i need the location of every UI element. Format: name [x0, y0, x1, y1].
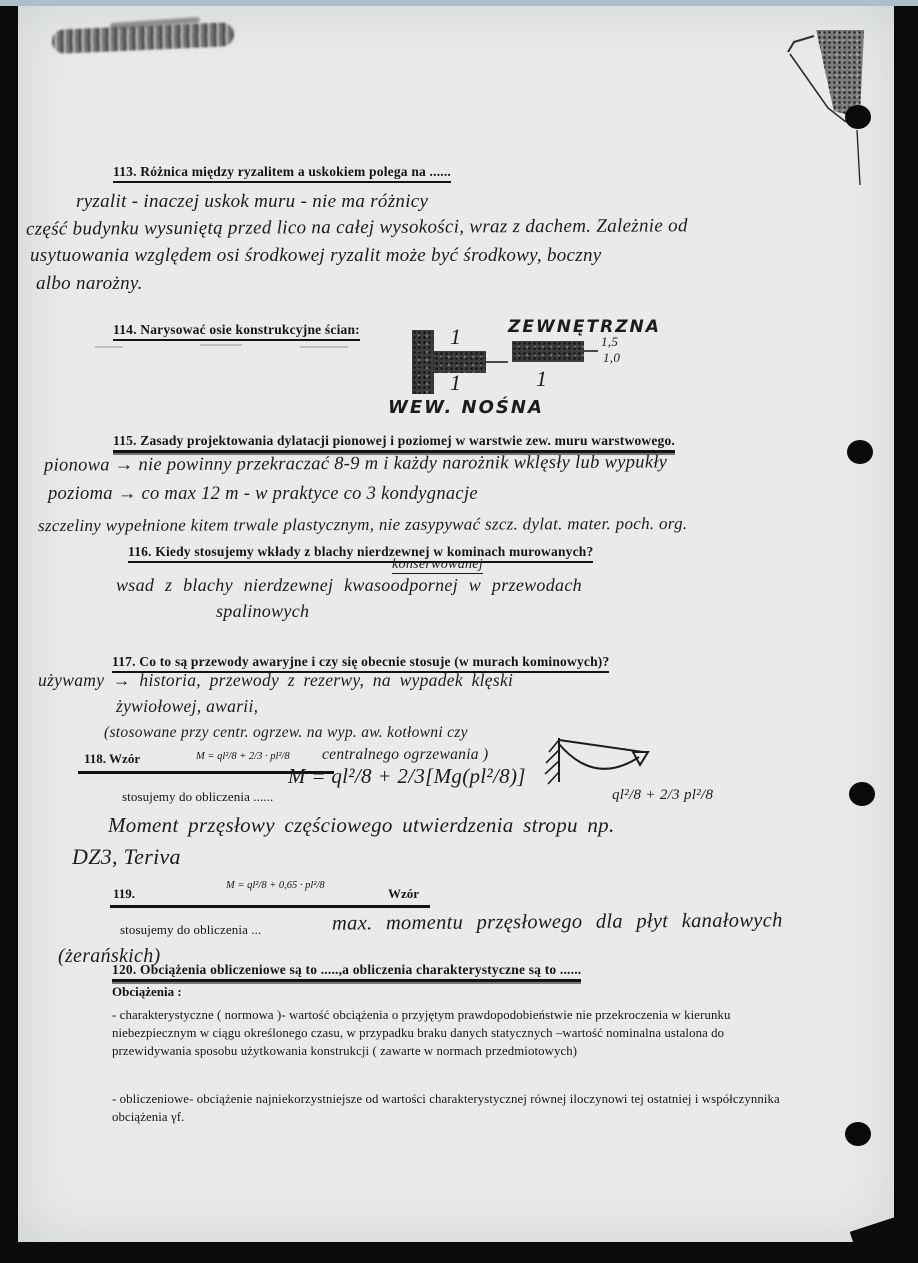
question-118-number: 118. Wzór	[84, 751, 141, 766]
wall-axis-line	[486, 361, 508, 363]
hole-punch-3	[845, 1122, 871, 1146]
loads-para2-line1: - obliczeniowe- obciążenie najniekorzystniejsze od wartości charakterystycznej równej iloczynowi tej ostatniej i współczynnika	[112, 1092, 780, 1106]
answer-117-line2: żywiołowej, awarii,	[116, 696, 259, 716]
hole-punch-2	[849, 782, 875, 806]
question-119-wzor-label: Wzór	[388, 886, 420, 901]
hole-punch-1	[847, 440, 873, 464]
scan-border-bottom	[0, 1242, 918, 1263]
answer-113-line2: część budynku wysuniętą przed lico na całej wysokości, wraz z dachem. Zależnie od	[25, 215, 688, 240]
question-118-typed-formula: M = ql²/8 + 2/3 · pl²/8	[196, 751, 290, 762]
scan-border-left	[0, 0, 18, 1263]
external-dim-line	[584, 350, 598, 352]
answer-115-line3: szczeliny wypełnione kitem trwale plastycznym, nie zasypywać szcz. dylat. mater. poch. org.	[37, 513, 688, 536]
loads-para1-line2: niebezpiecznym w ciągu określonego czasu, w przypadku braku danych statycznych –wartość nominalna ustalona do	[112, 1026, 725, 1040]
question-113-heading: 113. Różnica między ryzalitem a uskokiem polega na ......	[113, 164, 451, 183]
answer-117-line1: używamy → historia, przewody z rezerwy, na wypadek klęski	[38, 670, 514, 690]
answer-113-line4: albo narożny.	[36, 273, 143, 294]
label-internal-wall: WEW. NOŚNA	[388, 397, 544, 418]
label-external-wall: ZEWNĘTRZNA	[508, 317, 661, 337]
answer-116-line2: spalinowych	[216, 601, 310, 621]
answer-117-line4: centralnego ogrzewania )	[322, 746, 489, 763]
answer-113-line1: ryzalit - inaczej uskok muru - nie ma różnicy	[76, 191, 429, 212]
question-119-number: 119.	[113, 886, 136, 901]
answer-115-line2: pozioma → co max 12 m - w praktyce co 3 kondygnacje	[48, 484, 478, 504]
pencil-dash-2	[200, 344, 242, 346]
question-117-heading: 117. Co to są przewody awaryjne i czy się obecnie stosuje (w murach kominowych)?	[112, 654, 609, 673]
question-118-apply-label: stosujemy do obliczenia ......	[122, 789, 274, 804]
question-119-apply-label: stosujemy do obliczenia ...	[120, 922, 262, 937]
loads-para2-line2: obciążenia γf.	[112, 1110, 185, 1124]
answer-116-insert: konserwowanej	[392, 557, 484, 572]
pencil-dash-1	[95, 346, 123, 348]
answer-115-line1: pionowa → nie powinny przekraczać 8-9 m i każdy narożnik wklęsły lub wypukły	[43, 452, 668, 476]
wall-diagram-internal-vertical	[412, 330, 434, 394]
scan-border-right	[894, 0, 918, 1263]
answer-117-line3: (stosowane przy centr. ogrzew. na wyp. aw. kotłowni czy	[104, 724, 468, 741]
question-116-heading: 116. Kiedy stosujemy wkłady z blachy nierdzewnej w kominach murowanych?	[128, 544, 593, 563]
question-120-heading: 120. Obciążenia obliczeniowe są to .....,a obliczenia charakterystyczne są to ......	[112, 962, 581, 982]
answer-118-line2: DZ3, Teriva	[72, 844, 181, 869]
hole-punch-corner	[845, 105, 871, 129]
axis-tick-external: 1	[536, 366, 548, 391]
moment-diagram-sketch	[543, 730, 663, 792]
axis-tick-top: 1	[450, 324, 462, 349]
scan-edge-strip	[0, 0, 918, 6]
question-114-heading: 114. Narysować osie konstrukcyjne ścian:	[113, 322, 360, 341]
ratio-bottom: 1,0	[603, 350, 621, 365]
question-119-underline	[110, 905, 430, 908]
answer-116-line1: wsad z blachy nierdzewnej kwasoodpornej w przewodach	[116, 575, 582, 595]
sketch-formula: ql²/8 + 2/3 pl²/8	[612, 787, 714, 803]
loads-para1-line1: - charakterystyczne ( normowa )- wartość obciążenia o przyjętym prawdopodobieństwie nie przekroczenia w kierunku	[112, 1008, 731, 1022]
loads-para1-line3: przewidywania sposobu użytkowania konstrukcji ( zawarte w normach przedmiotowych)	[112, 1044, 578, 1058]
axis-tick-bottom: 1	[450, 370, 462, 395]
question-115-heading: 115. Zasady projektowania dylatacji pionowej i poziomej w warstwie zew. muru warstwowego.	[113, 433, 675, 453]
question-119-typed-formula: M = ql²/8 + 0,65 · pl²/8	[226, 880, 325, 891]
answer-113-line3: usytuowania względem osi środkowej ryzalit może być środkowy, boczny	[30, 245, 602, 266]
pencil-dash-3	[300, 346, 348, 348]
answer-119-line1: max. momentu przęsłowego dla płyt kanałowych	[331, 909, 783, 935]
answer-119-line2: (żerańskich)	[58, 945, 161, 967]
wall-diagram-external	[512, 341, 584, 362]
answer-118-line1: Moment przęsłowy częściowego utwierdzenia stropu np.	[108, 813, 615, 837]
ratio-top: 1,5	[601, 334, 619, 349]
loads-subheading: Obciążenia :	[112, 984, 182, 999]
answer-118-formula: M = ql²/8 + 2/3[Mg(pl²/8)]	[288, 764, 526, 788]
